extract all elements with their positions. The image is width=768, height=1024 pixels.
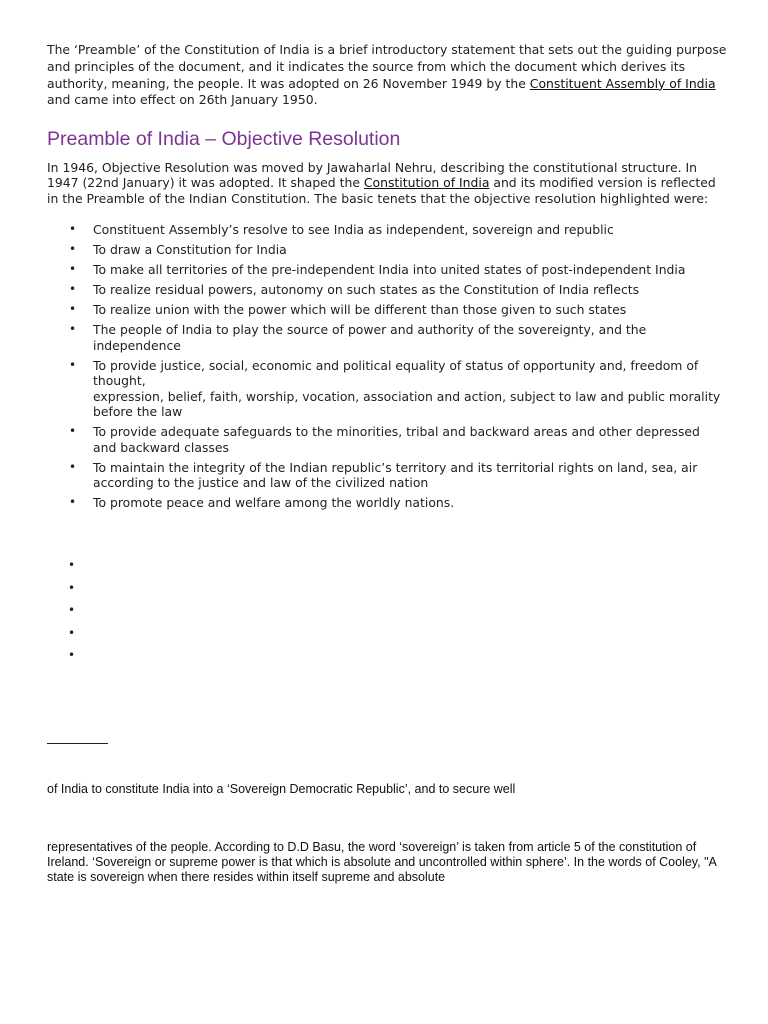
bullet-icon: • (69, 222, 77, 236)
objective-paragraph (47, 160, 727, 206)
tenet-text: To provide justice, social, economic and political equality of status of opportunity and, freedom of thought, (93, 357, 699, 389)
tenet-item (47, 262, 727, 278)
tenets-list (47, 222, 727, 515)
bullet-icon: • (69, 281, 77, 296)
tenet-text: To maintain the integrity of the Indian republic’s territory and its territorial rights on land, sea, air according to the justice and law of the civilized nation (93, 459, 698, 491)
tenet-item (47, 302, 727, 318)
bullet-icon: • (69, 357, 77, 372)
tenet-item (47, 242, 727, 258)
bullet-icon: • (69, 495, 77, 510)
tenet-text: To realize union with the power which will be different than those given to such states (93, 301, 627, 317)
footnote-divider (47, 743, 108, 744)
bullet-icon: • (69, 321, 77, 336)
tenet-text: To draw a Constitution for India (93, 241, 287, 257)
bullet-icon: • (69, 261, 77, 276)
bullet-icon: • (69, 459, 77, 474)
bullet-icon: • (69, 424, 77, 439)
tenet-item (47, 222, 727, 238)
tenet-item (47, 460, 727, 491)
tenet-item (47, 495, 727, 511)
tenet-text-continuation: expression, belief, faith, worship, vocation, association and action, subject to law and public morality before the law (93, 388, 721, 420)
text-fragment-sovereign-republic: of India to constitute India into a ‘Sovereign Democratic Republic’, and to secure well (47, 782, 516, 796)
constituent-assembly-link[interactable]: Constituent Assembly of India (529, 75, 716, 91)
bullet-icon: • (69, 241, 77, 256)
empty-bullet-icon: • (68, 581, 76, 595)
tenet-text: The people of India to play the source of power and authority of the sovereignty, and the independence (93, 321, 647, 353)
tenet-item (47, 322, 727, 353)
tenet-text: To make all territories of the pre-independent India into united states of post-independent India (93, 261, 686, 277)
tenet-text: Constituent Assembly’s resolve to see India as independent, sovereign and republic (93, 222, 614, 237)
bullet-icon: • (69, 301, 77, 316)
objective-text-end: and its modified version is reflected in the Preamble of the Indian Constitution. The basic tenets that the objective resolution highlighted were: (47, 175, 716, 206)
tenet-text: To promote peace and welfare among the worldly nations. (93, 495, 455, 511)
intro-text-end: and came into effect on 26th January 1950. (47, 92, 318, 108)
tenet-text: To realize residual powers, autonomy on such states as the Constitution of India reflects (93, 281, 640, 297)
intro-paragraph (47, 42, 727, 109)
tenet-item (47, 358, 727, 420)
empty-bullet-icon: • (68, 603, 76, 617)
tenet-text: To provide adequate safeguards to the minorities, tribal and backward areas and other depressed and backward classes (93, 424, 700, 455)
objective-text-start: In 1946, Objective Resolution was moved by Jawaharlal Nehru, describing the constitutional structure. In 1947 (22nd January) it was adopted. It shaped the (47, 160, 697, 191)
section-heading: Preamble of India – Objective Resolution (47, 128, 401, 150)
empty-bullet-icon: • (68, 558, 76, 572)
text-fragment-basu-cooley: representatives of the people. According to D.D Basu, the word ‘sovereign’ is taken from article 5 of the constitution of Ireland. ‘Sovereign or supreme power is that which is absolute and uncontrolled within sphere’. In the words of Cooley, "A state is sovereign when there resides within itself supreme and absolute (47, 840, 717, 884)
constitution-of-india-link[interactable]: Constitution of India (363, 175, 490, 191)
tenet-item (47, 282, 727, 298)
tenet-item (47, 424, 727, 455)
empty-bullet-icon: • (68, 626, 76, 640)
empty-bullet-icon: • (68, 648, 76, 662)
intro-text-start: The ‘Preamble’ of the Constitution of India is a brief introductory statement that sets out the guiding purpose and principles of the document, and it indicates the source from which the document which derives its authority, meaning, the people. It was adopted on 26 November 1949 by the (47, 42, 727, 91)
